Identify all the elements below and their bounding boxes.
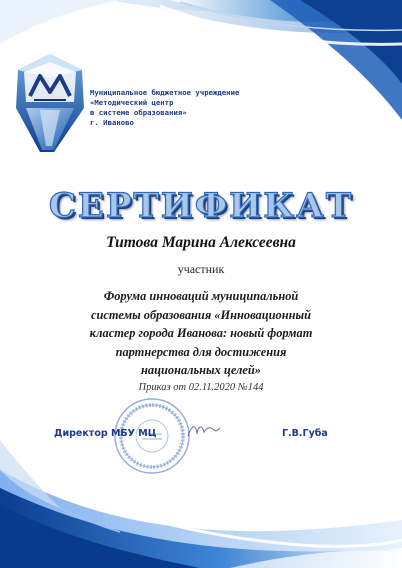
director-name: Г.В.Губа <box>282 428 328 439</box>
recipient-role: участник <box>177 262 225 276</box>
organization-line-3: в системе образования» <box>90 108 187 117</box>
event-line: национальных целей» <box>141 363 261 378</box>
organization-line-1: Муниципальное бюджетное учреждение <box>90 88 240 97</box>
organization-header <box>90 88 290 128</box>
crystal-logo-icon <box>10 48 90 156</box>
handwritten-signature <box>186 420 222 442</box>
director-title: Директор МБУ МЦ <box>54 428 157 439</box>
organization-city: г. Иваново <box>90 118 134 127</box>
recipient-name: Титова Марина Алексеевна <box>106 234 296 251</box>
organization-line-2: «Методический центр <box>90 98 174 107</box>
event-line: системы образования «Инновационный <box>91 307 311 322</box>
event-line: кластер города Иванова: новый формат <box>89 326 313 341</box>
certificate-title: СЕРТИФИКАТ <box>48 186 354 226</box>
event-line: партнерства для достижения <box>115 344 287 359</box>
event-line: Форума инноваций муниципальной <box>103 289 299 303</box>
order-reference: Приказ от 02.11.2020 №144 <box>138 382 264 393</box>
event-description <box>66 287 336 380</box>
